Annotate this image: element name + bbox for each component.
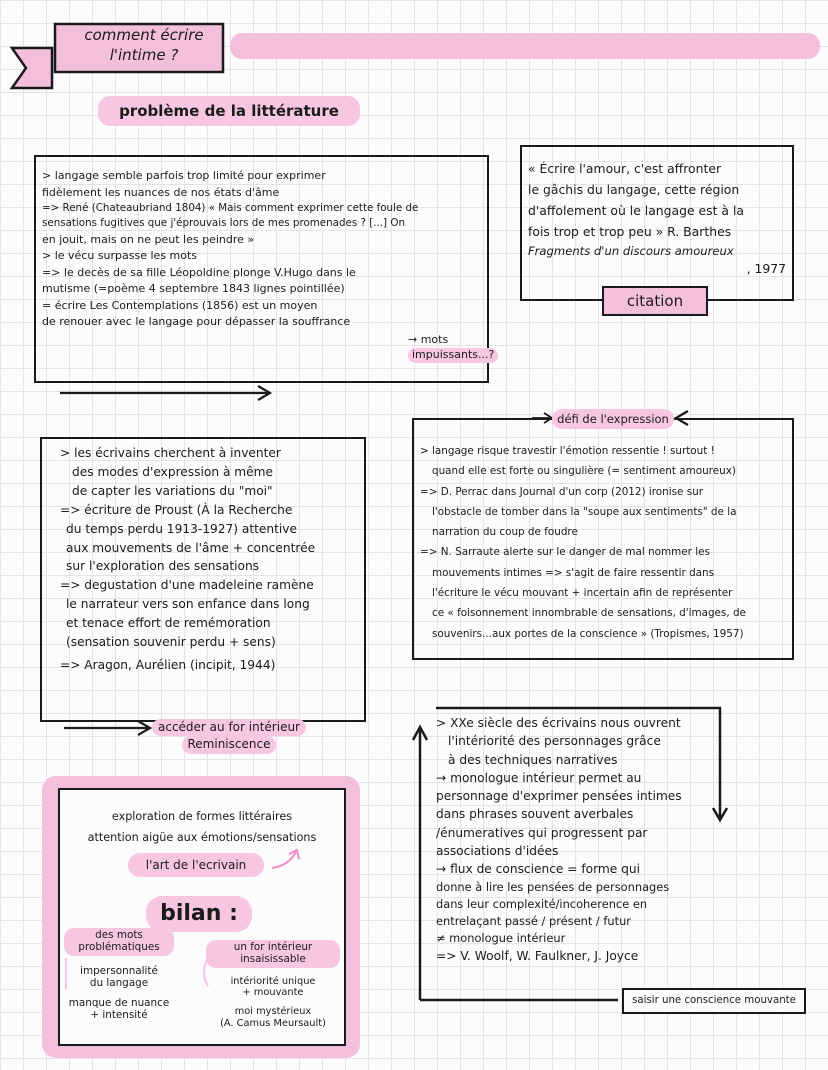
left-item-2-line-1: manque de nuance xyxy=(68,996,170,1009)
box4-line-8: associations d'idées xyxy=(436,844,559,859)
box3-line-7: mouvements intimes => s'agit de faire ressentir dans xyxy=(432,566,715,579)
quote-line-4: fois trop et trop peu » R. Barthes xyxy=(528,224,732,240)
box4-line-4: → monologue intérieur permet au xyxy=(436,770,642,785)
left-item-2-line-2: + intensité xyxy=(90,1008,148,1021)
box4-line-13: ≠ monologue intérieur xyxy=(436,931,566,945)
box2-line-2: des modes d'expression à même xyxy=(72,464,274,479)
left-item-2 xyxy=(64,998,174,1022)
box3-line-2: quand elle est forte ou singulière (= sentiment amoureux) xyxy=(432,465,736,478)
box3-line-9: ce « foisonnement innombrable de sensations, d'images, de xyxy=(432,607,746,620)
title-line-2: l'intime ? xyxy=(109,45,179,64)
box1-line-10: de renouer avec le langage pour dépasser la souffrance xyxy=(42,315,351,329)
box1-line-5: en jouit, mais on ne peut les peindre » xyxy=(42,232,255,246)
arrow-label-line-2: Reminiscence xyxy=(182,736,277,753)
box4-line-3: à des techniques narratives xyxy=(448,752,618,767)
box3-line-3: => D. Perrac dans Journal d'un corp (2012) ironise sur xyxy=(420,485,704,498)
art-label: l'art de l'ecrivain xyxy=(128,853,264,877)
box1-line-9: = écrire Les Contemplations (1856) est un moyen xyxy=(42,298,318,312)
header-pink-bar xyxy=(230,33,820,59)
left-heading-line-2: problématiques xyxy=(78,940,160,953)
box4-tag: saisir une conscience mouvante xyxy=(622,988,806,1014)
box4-line-6: dans phrases souvent averbales xyxy=(436,807,634,822)
quote-line-1: « Écrire l'amour, c'est affronter xyxy=(528,161,722,176)
quote-line-3: d'affolement où le langage est à la xyxy=(528,203,744,219)
quote-year: , 1977 xyxy=(746,261,786,277)
box2-line-10: et tenace effort de remémoration xyxy=(66,616,271,631)
box1-line-6: > le vécu surpasse les mots xyxy=(42,249,198,263)
box2-line-6: aux mouvements de l'âme + concentrée xyxy=(66,540,316,555)
left-heading xyxy=(64,928,174,956)
box1-line-3: => René (Chateaubriand 1804) « Mais comment exprimer cette foule de xyxy=(42,202,419,214)
box3-line-10: souvenirs...aux portes de la conscience » (Tropismes, 1957) xyxy=(432,627,744,640)
left-item-1-line-1: impersonnalité xyxy=(80,964,158,977)
side-note-mots xyxy=(408,333,498,363)
side-note-line-1: → mots xyxy=(408,333,449,346)
quote-line-2: le gâchis du langage, cette région xyxy=(528,182,740,198)
title-line-1: comment écrire xyxy=(84,26,204,44)
right-item-1 xyxy=(206,976,340,999)
right-item-1-line-1: intériorité unique xyxy=(230,975,316,987)
box4-line-14: => V. Woolf, W. Faulkner, J. Joyce xyxy=(436,949,639,964)
box4-line-5: personnage d'exprimer pensées intimes xyxy=(436,789,682,804)
box2-line-9: le narrateur vers son enfance dans long xyxy=(66,597,310,612)
box3-text xyxy=(420,441,746,644)
box2-line-4: => écriture de Proust (À la Recherche xyxy=(60,502,293,517)
box1-line-2: fidèlement les nuances de nos états d'âme xyxy=(42,185,280,199)
box3-line-4: l'obstacle de tomber dans la "soupe aux sentiments" de la xyxy=(432,505,737,518)
right-heading-line-2: insaisissable xyxy=(240,952,306,965)
box2-line-5: du temps perdu 1913-1927) attentive xyxy=(66,521,297,536)
box2-line-7: sur l'exploration des sensations xyxy=(66,559,260,574)
box2-line-3: de capter les variations du "moi" xyxy=(72,483,273,498)
bilan-left-column xyxy=(64,928,174,1022)
right-heading xyxy=(206,940,340,968)
box4-line-7: /énumeratives qui progressent par xyxy=(436,825,648,840)
bilan-label: bilan : xyxy=(146,896,252,932)
box2-line-12: => Aragon, Aurélien (incipit, 1944) xyxy=(60,657,276,672)
page-subtitle: problème de la littérature xyxy=(98,96,360,126)
right-item-2 xyxy=(206,1006,340,1029)
box2-arrow-label xyxy=(152,719,306,754)
box3-line-6: => N. Sarraute alerte sur le danger de mal nommer les xyxy=(420,546,710,559)
right-item-2-line-2: (A. Camus Meursault) xyxy=(220,1017,326,1029)
box1-line-7: => le decès de sa fille Léopoldine plonge V.Hugo dans le xyxy=(42,265,356,279)
right-item-2-line-1: moi mystérieux xyxy=(234,1006,312,1018)
citation-tag: citation xyxy=(602,286,708,316)
quote-text xyxy=(528,158,790,277)
right-heading-line-1: un for intérieur xyxy=(233,941,313,953)
arrow-label-line-1: accéder au for intérieur xyxy=(152,719,306,736)
box4-line-2: l'intériorité des personnages grâce xyxy=(448,734,661,749)
box4-line-1: > XXe siècle des écrivains nous ouvrent xyxy=(436,716,681,730)
box4-line-9: → flux de conscience = forme qui xyxy=(436,862,641,877)
box4-text xyxy=(436,714,682,965)
summary-line-1: exploration de formes littéraires xyxy=(111,810,293,823)
box1-line-1: > langage semble parfois trop limité pour exprimer xyxy=(42,169,326,182)
quote-source: Fragments d'un discours amoureux xyxy=(528,244,734,259)
summary-line-2: attention aigüe aux émotions/sensations xyxy=(87,831,317,845)
box3-line-5: narration du coup de foudre xyxy=(432,526,578,539)
box1-line-4: sensations fugitives que j'éprouvais lors de mes promenades ? [...] On xyxy=(42,217,405,230)
box4-line-12: entrelaçant passé / présent / futur xyxy=(436,913,631,928)
side-note-line-2: impuissants...? xyxy=(408,348,498,363)
box3-line-1: > langage risque travestir l'émotion ressentie ! surtout ! xyxy=(420,445,715,457)
summary-intro xyxy=(60,806,344,849)
left-heading-line-1: des mots xyxy=(95,929,143,941)
box3-line-8: l'écriture le vécu mouvant + incertain afin de représenter xyxy=(432,586,733,599)
box2-text xyxy=(60,444,315,675)
box3-heading: défi de l'expression xyxy=(552,409,674,429)
left-item-1 xyxy=(64,966,174,990)
box4-line-10: donne à lire les pensées de personnages xyxy=(436,879,670,894)
box4-line-11: dans leur complexité/incoherence en xyxy=(436,896,648,911)
box2-line-1: > les écrivains cherchent à inventer xyxy=(60,446,281,460)
box2-line-11: (sensation souvenir perdu + sens) xyxy=(66,635,276,650)
left-item-1-line-2: du langage xyxy=(89,976,149,989)
box1-text xyxy=(42,168,418,331)
bilan-right-column xyxy=(206,940,340,1029)
box2-line-8: => degustation d'une madeleine ramène xyxy=(60,578,314,593)
right-item-1-line-2: + mouvante xyxy=(242,987,304,999)
box1-line-8: mutisme (=poème 4 septembre 1843 lignes pointillée) xyxy=(42,282,345,296)
